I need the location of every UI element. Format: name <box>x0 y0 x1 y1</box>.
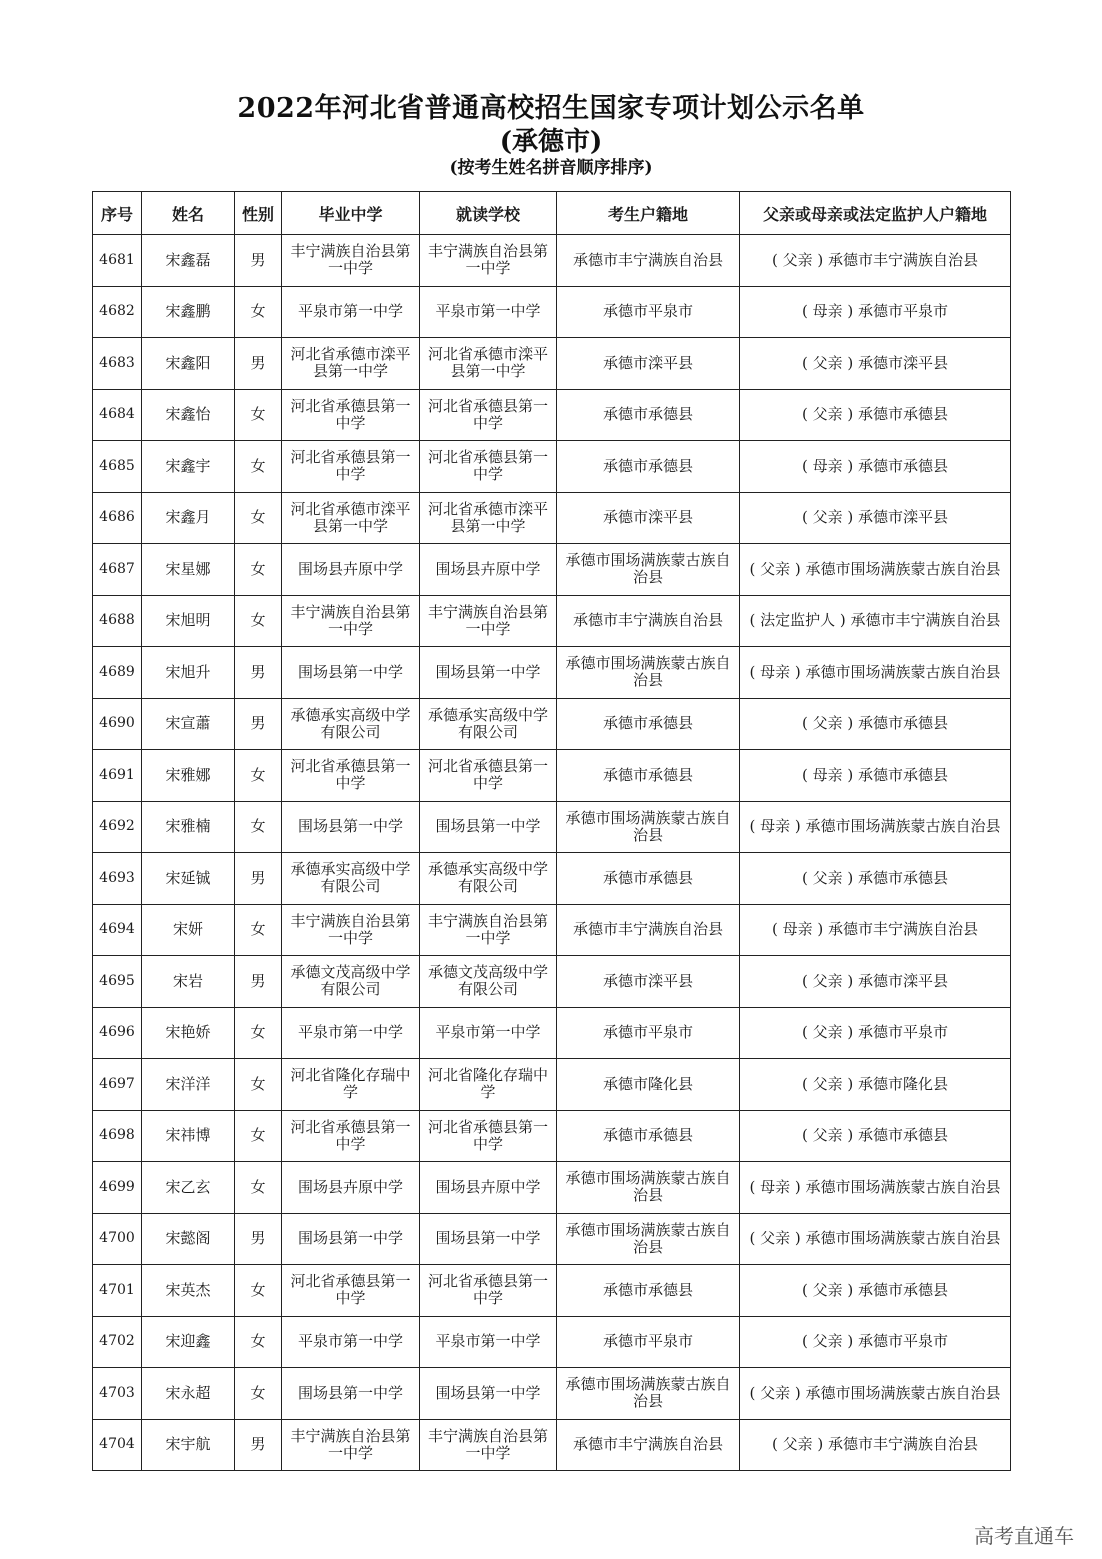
current-school-cell: 平泉市第一中学 <box>420 1007 557 1059</box>
name-cell: 宋迎鑫 <box>142 1316 235 1368</box>
gender-cell: 男 <box>235 235 282 287</box>
current-school-cell: 丰宁满族自治县第一中学 <box>420 1419 557 1471</box>
table-row <box>93 544 1011 596</box>
guardian-household-cell: ( 父亲 ) 承德市滦平县 <box>740 956 1011 1008</box>
index-cell: 4697 <box>93 1059 142 1111</box>
current-school-cell: 围场县第一中学 <box>420 1213 557 1265</box>
table-row <box>93 904 1011 956</box>
table-row <box>93 1007 1011 1059</box>
guardian-household-cell: ( 母亲 ) 承德市承德县 <box>740 441 1011 493</box>
guardian-household-cell: ( 父亲 ) 承德市丰宁满族自治县 <box>740 1419 1011 1471</box>
name-cell: 宋鑫鹏 <box>142 286 235 338</box>
name-cell: 宋艳娇 <box>142 1007 235 1059</box>
graduation-school-cell: 平泉市第一中学 <box>282 1007 420 1059</box>
index-cell: 4686 <box>93 492 142 544</box>
graduation-school-cell: 河北省承德县第一中学 <box>282 1110 420 1162</box>
student-household-cell: 承德市承德县 <box>557 1265 740 1317</box>
student-household-cell: 承德市丰宁满族自治县 <box>557 595 740 647</box>
name-cell: 宋鑫怡 <box>142 389 235 441</box>
student-household-cell: 承德市围场满族蒙古族自治县 <box>557 1162 740 1214</box>
name-cell: 宋妍 <box>142 904 235 956</box>
name-cell: 宋旭升 <box>142 647 235 699</box>
watermark: 高考直通车 <box>974 1524 1074 1548</box>
gender-cell: 男 <box>235 338 282 390</box>
index-cell: 4702 <box>93 1316 142 1368</box>
guardian-household-cell: ( 母亲 ) 承德市围场满族蒙古族自治县 <box>740 647 1011 699</box>
guardian-household-cell: ( 父亲 ) 承德市隆化县 <box>740 1059 1011 1111</box>
name-cell: 宋鑫宇 <box>142 441 235 493</box>
current-school-cell: 河北省承德县第一中学 <box>420 389 557 441</box>
index-cell: 4699 <box>93 1162 142 1214</box>
graduation-school-cell: 河北省承德市滦平县第一中学 <box>282 338 420 390</box>
guardian-household-cell: ( 母亲 ) 承德市承德县 <box>740 750 1011 802</box>
column-header-graduation-school: 毕业中学 <box>282 192 420 235</box>
column-header-index: 序号 <box>93 192 142 235</box>
graduation-school-cell: 丰宁满族自治县第一中学 <box>282 235 420 287</box>
current-school-cell: 丰宁满族自治县第一中学 <box>420 904 557 956</box>
current-school-cell: 围场县第一中学 <box>420 647 557 699</box>
index-cell: 4684 <box>93 389 142 441</box>
table-row <box>93 235 1011 287</box>
current-school-cell: 丰宁满族自治县第一中学 <box>420 235 557 287</box>
column-header-guardian-household: 父亲或母亲或法定监护人户籍地 <box>740 192 1011 235</box>
student-household-cell: 承德市承德县 <box>557 1110 740 1162</box>
name-cell: 宋延铖 <box>142 853 235 905</box>
current-school-cell: 围场县第一中学 <box>420 1368 557 1420</box>
guardian-household-cell: ( 父亲 ) 承德市滦平县 <box>740 492 1011 544</box>
table-row <box>93 1419 1011 1471</box>
student-household-cell: 承德市隆化县 <box>557 1059 740 1111</box>
graduation-school-cell: 承德承实高级中学有限公司 <box>282 853 420 905</box>
table-row <box>93 853 1011 905</box>
table-row <box>93 1059 1011 1111</box>
gender-cell: 女 <box>235 389 282 441</box>
index-cell: 4685 <box>93 441 142 493</box>
gender-cell: 男 <box>235 698 282 750</box>
current-school-cell: 承德承实高级中学有限公司 <box>420 853 557 905</box>
table-row <box>93 1316 1011 1368</box>
guardian-household-cell: ( 母亲 ) 承德市围场满族蒙古族自治县 <box>740 1162 1011 1214</box>
table-row <box>93 801 1011 853</box>
current-school-cell: 河北省承德县第一中学 <box>420 1110 557 1162</box>
sort-note: (按考生姓名拼音顺序排序) <box>449 158 653 178</box>
table-row <box>93 441 1011 493</box>
index-cell: 4682 <box>93 286 142 338</box>
student-household-cell: 承德市承德县 <box>557 698 740 750</box>
table-row <box>93 956 1011 1008</box>
table-row <box>93 698 1011 750</box>
table-row <box>93 286 1011 338</box>
guardian-household-cell: ( 母亲 ) 承德市平泉市 <box>740 286 1011 338</box>
current-school-cell: 平泉市第一中学 <box>420 286 557 338</box>
name-cell: 宋雅楠 <box>142 801 235 853</box>
guardian-household-cell: ( 父亲 ) 承德市平泉市 <box>740 1316 1011 1368</box>
guardian-household-cell: ( 父亲 ) 承德市平泉市 <box>740 1007 1011 1059</box>
guardian-household-cell: ( 父亲 ) 承德市承德县 <box>740 1265 1011 1317</box>
graduation-school-cell: 丰宁满族自治县第一中学 <box>282 1419 420 1471</box>
gender-cell: 女 <box>235 1265 282 1317</box>
graduation-school-cell: 丰宁满族自治县第一中学 <box>282 595 420 647</box>
student-household-cell: 承德市滦平县 <box>557 956 740 1008</box>
gender-cell: 女 <box>235 1368 282 1420</box>
graduation-school-cell: 平泉市第一中学 <box>282 286 420 338</box>
student-household-cell: 承德市滦平县 <box>557 338 740 390</box>
name-cell: 宋宣蕭 <box>142 698 235 750</box>
index-cell: 4700 <box>93 1213 142 1265</box>
student-household-cell: 承德市承德县 <box>557 441 740 493</box>
gender-cell: 女 <box>235 1007 282 1059</box>
guardian-household-cell: ( 父亲 ) 承德市承德县 <box>740 1110 1011 1162</box>
name-cell: 宋乙玄 <box>142 1162 235 1214</box>
gender-cell: 女 <box>235 1162 282 1214</box>
gender-cell: 女 <box>235 1059 282 1111</box>
student-household-cell: 承德市滦平县 <box>557 492 740 544</box>
student-household-cell: 承德市围场满族蒙古族自治县 <box>557 544 740 596</box>
gender-cell: 男 <box>235 956 282 1008</box>
current-school-cell: 承德承实高级中学有限公司 <box>420 698 557 750</box>
student-household-cell: 承德市丰宁满族自治县 <box>557 235 740 287</box>
index-cell: 4696 <box>93 1007 142 1059</box>
gender-cell: 女 <box>235 544 282 596</box>
name-cell: 宋旭明 <box>142 595 235 647</box>
name-cell: 宋鑫月 <box>142 492 235 544</box>
current-school-cell: 河北省承德县第一中学 <box>420 441 557 493</box>
current-school-cell: 河北省承德市滦平县第一中学 <box>420 492 557 544</box>
student-household-cell: 承德市承德县 <box>557 853 740 905</box>
index-cell: 4681 <box>93 235 142 287</box>
gender-cell: 男 <box>235 1213 282 1265</box>
graduation-school-cell: 围场县卉原中学 <box>282 1162 420 1214</box>
graduation-school-cell: 河北省承德市滦平县第一中学 <box>282 492 420 544</box>
name-cell: 宋鑫磊 <box>142 235 235 287</box>
city-subtitle: (承德市) <box>499 127 603 157</box>
current-school-cell: 河北省承德县第一中学 <box>420 750 557 802</box>
graduation-school-cell: 河北省承德县第一中学 <box>282 389 420 441</box>
table-header-row <box>93 192 1011 235</box>
table-row <box>93 389 1011 441</box>
gender-cell: 女 <box>235 595 282 647</box>
table-row <box>93 750 1011 802</box>
index-cell: 4698 <box>93 1110 142 1162</box>
graduation-school-cell: 承德承实高级中学有限公司 <box>282 698 420 750</box>
roster-table <box>92 191 1011 1471</box>
gender-cell: 男 <box>235 647 282 699</box>
name-cell: 宋星娜 <box>142 544 235 596</box>
gender-cell: 男 <box>235 1419 282 1471</box>
guardian-household-cell: ( 母亲 ) 承德市丰宁满族自治县 <box>740 904 1011 956</box>
student-household-cell: 承德市围场满族蒙古族自治县 <box>557 1368 740 1420</box>
gender-cell: 女 <box>235 750 282 802</box>
index-cell: 4693 <box>93 853 142 905</box>
index-cell: 4703 <box>93 1368 142 1420</box>
graduation-school-cell: 围场县第一中学 <box>282 801 420 853</box>
graduation-school-cell: 围场县第一中学 <box>282 1213 420 1265</box>
name-cell: 宋鑫阳 <box>142 338 235 390</box>
guardian-household-cell: ( 父亲 ) 承德市丰宁满族自治县 <box>740 235 1011 287</box>
gender-cell: 女 <box>235 801 282 853</box>
guardian-household-cell: ( 父亲 ) 承德市承德县 <box>740 853 1011 905</box>
current-school-cell: 围场县第一中学 <box>420 801 557 853</box>
table-row <box>93 1162 1011 1214</box>
name-cell: 宋洋洋 <box>142 1059 235 1111</box>
current-school-cell: 围场县卉原中学 <box>420 544 557 596</box>
graduation-school-cell: 河北省承德县第一中学 <box>282 441 420 493</box>
student-household-cell: 承德市丰宁满族自治县 <box>557 1419 740 1471</box>
table-row <box>93 1213 1011 1265</box>
guardian-household-cell: ( 父亲 ) 承德市滦平县 <box>740 338 1011 390</box>
student-household-cell: 承德市围场满族蒙古族自治县 <box>557 801 740 853</box>
table-row <box>93 1265 1011 1317</box>
student-household-cell: 承德市平泉市 <box>557 1007 740 1059</box>
index-cell: 4689 <box>93 647 142 699</box>
graduation-school-cell: 围场县第一中学 <box>282 1368 420 1420</box>
guardian-household-cell: ( 父亲 ) 承德市围场满族蒙古族自治县 <box>740 1368 1011 1420</box>
gender-cell: 女 <box>235 441 282 493</box>
name-cell: 宋雅娜 <box>142 750 235 802</box>
current-school-cell: 平泉市第一中学 <box>420 1316 557 1368</box>
name-cell: 宋永超 <box>142 1368 235 1420</box>
name-cell: 宋懿阁 <box>142 1213 235 1265</box>
graduation-school-cell: 丰宁满族自治县第一中学 <box>282 904 420 956</box>
name-cell: 宋祎博 <box>142 1110 235 1162</box>
current-school-cell: 河北省承德市滦平县第一中学 <box>420 338 557 390</box>
graduation-school-cell: 围场县第一中学 <box>282 647 420 699</box>
index-cell: 4701 <box>93 1265 142 1317</box>
column-header-current-school: 就读学校 <box>420 192 557 235</box>
index-cell: 4692 <box>93 801 142 853</box>
guardian-household-cell: ( 父亲 ) 承德市承德县 <box>740 389 1011 441</box>
student-household-cell: 承德市丰宁满族自治县 <box>557 904 740 956</box>
student-household-cell: 承德市承德县 <box>557 750 740 802</box>
graduation-school-cell: 河北省隆化存瑞中学 <box>282 1059 420 1111</box>
index-cell: 4694 <box>93 904 142 956</box>
table-row <box>93 1110 1011 1162</box>
graduation-school-cell: 承德文茂高级中学有限公司 <box>282 956 420 1008</box>
index-cell: 4691 <box>93 750 142 802</box>
gender-cell: 男 <box>235 853 282 905</box>
current-school-cell: 河北省承德县第一中学 <box>420 1265 557 1317</box>
guardian-household-cell: ( 法定监护人 ) 承德市丰宁满族自治县 <box>740 595 1011 647</box>
index-cell: 4690 <box>93 698 142 750</box>
name-cell: 宋宇航 <box>142 1419 235 1471</box>
column-header-gender: 性别 <box>235 192 282 235</box>
current-school-cell: 河北省隆化存瑞中学 <box>420 1059 557 1111</box>
current-school-cell: 承德文茂高级中学有限公司 <box>420 956 557 1008</box>
gender-cell: 女 <box>235 1110 282 1162</box>
index-cell: 4695 <box>93 956 142 1008</box>
student-household-cell: 承德市平泉市 <box>557 1316 740 1368</box>
student-household-cell: 承德市平泉市 <box>557 286 740 338</box>
table-row <box>93 338 1011 390</box>
index-cell: 4704 <box>93 1419 142 1471</box>
column-header-name: 姓名 <box>142 192 235 235</box>
table-row <box>93 647 1011 699</box>
name-cell: 宋岩 <box>142 956 235 1008</box>
table-row <box>93 595 1011 647</box>
gender-cell: 女 <box>235 286 282 338</box>
gender-cell: 女 <box>235 492 282 544</box>
student-household-cell: 承德市承德县 <box>557 389 740 441</box>
index-cell: 4688 <box>93 595 142 647</box>
column-header-student-household: 考生户籍地 <box>557 192 740 235</box>
index-cell: 4683 <box>93 338 142 390</box>
document-title: 2022年河北省普通高校招生国家专项计划公示名单 <box>237 93 865 124</box>
graduation-school-cell: 平泉市第一中学 <box>282 1316 420 1368</box>
gender-cell: 女 <box>235 1316 282 1368</box>
index-cell: 4687 <box>93 544 142 596</box>
gender-cell: 女 <box>235 904 282 956</box>
name-cell: 宋英杰 <box>142 1265 235 1317</box>
graduation-school-cell: 河北省承德县第一中学 <box>282 1265 420 1317</box>
student-household-cell: 承德市围场满族蒙古族自治县 <box>557 1213 740 1265</box>
guardian-household-cell: ( 母亲 ) 承德市围场满族蒙古族自治县 <box>740 801 1011 853</box>
current-school-cell: 丰宁满族自治县第一中学 <box>420 595 557 647</box>
table-row <box>93 1368 1011 1420</box>
current-school-cell: 围场县卉原中学 <box>420 1162 557 1214</box>
graduation-school-cell: 河北省承德县第一中学 <box>282 750 420 802</box>
table-row <box>93 492 1011 544</box>
graduation-school-cell: 围场县卉原中学 <box>282 544 420 596</box>
guardian-household-cell: ( 父亲 ) 承德市围场满族蒙古族自治县 <box>740 544 1011 596</box>
guardian-household-cell: ( 父亲 ) 承德市围场满族蒙古族自治县 <box>740 1213 1011 1265</box>
guardian-household-cell: ( 父亲 ) 承德市承德县 <box>740 698 1011 750</box>
student-household-cell: 承德市围场满族蒙古族自治县 <box>557 647 740 699</box>
